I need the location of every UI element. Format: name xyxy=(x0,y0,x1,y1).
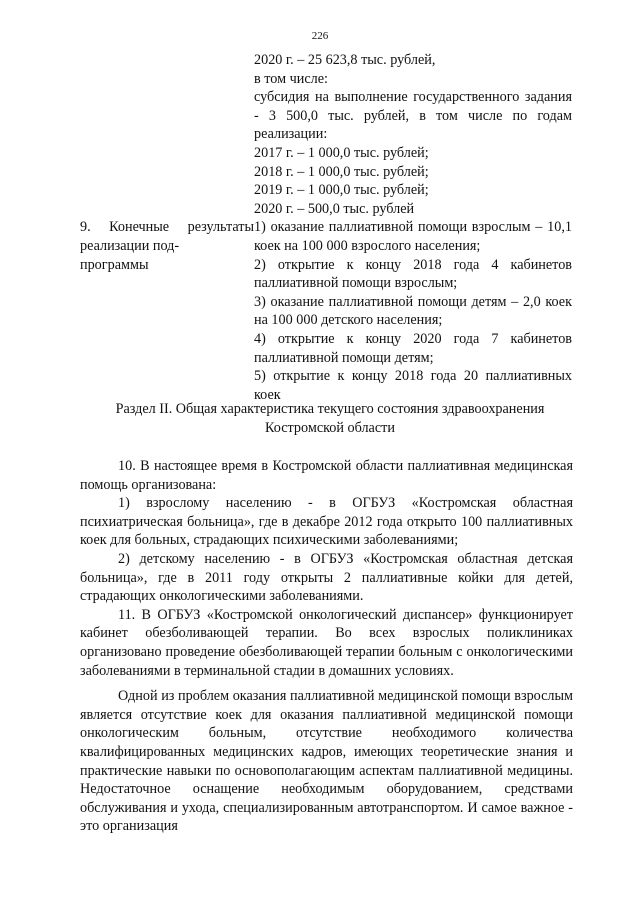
paragraph: 10. В настоящее время в Костромской области паллиативная медицинская помощь организована: xyxy=(80,458,573,493)
results-label-line: программы xyxy=(80,256,149,273)
result-item: 5) открытие к концу 2018 года 20 паллиативных коек xyxy=(254,368,572,403)
funding-line: в том числе: xyxy=(254,70,328,87)
section-title xyxy=(70,400,590,438)
results-label-cell xyxy=(80,218,254,404)
paragraph: Одной из проблем оказания паллиативной медицинской помощи взрослым является отсутствие коек для оказания паллиативной медицинской помощи онкологическим больным, отсутствие необходимого количества квалифицированных медицинских кадров, имеющих теоретические знания и практические навыки по основополагающим аспектам паллиативной медицины. Недостаточное оснащение необходимым оборудованием, средствами обслуживания и ухода, специализированным автотранспортом. И самое важное - это организация xyxy=(80,688,573,835)
funding-line: субсидия на выполнение государственного задания - 3 500,0 тыс. рублей, в том числе по годам реализации: xyxy=(254,89,572,143)
funding-line: 2019 г. – 1 000,0 тыс. рублей; xyxy=(254,182,429,199)
funding-line: 2018 г. – 1 000,0 тыс. рублей; xyxy=(254,163,429,180)
funding-line: 2017 г. – 1 000,0 тыс. рублей; xyxy=(254,144,429,161)
funding-line: 2020 г. – 25 623,8 тыс. рублей, xyxy=(254,52,436,68)
result-item: 4) открытие к концу 2020 года 7 кабинетов паллиативной помощи детям; xyxy=(254,330,572,366)
section-title-line: Раздел II. Общая характеристика текущего состояния здравоохранения xyxy=(115,401,545,417)
paragraph: 11. В ОГБУЗ «Костромской онкологический диспансер» функционирует кабинет обезболивающей терапии. Во всех взрослых поликлиниках организовано проведение обезболивающей терапии больным с онкологическими заболеваниями в терминальной стадии в домашних условиях. xyxy=(80,606,573,679)
funding-line: 2020 г. – 500,0 тыс. рублей xyxy=(254,200,415,217)
passport-table xyxy=(80,51,572,404)
funding-value-cell xyxy=(254,51,572,218)
body-text xyxy=(80,457,573,836)
result-item: 2) открытие к концу 2018 года 4 кабинетов паллиативной помощи взрослым; xyxy=(254,256,572,292)
funding-row xyxy=(80,51,572,218)
paragraph: 2) детскому населению - в ОГБУЗ «Костромская областная детская больница», где в 2011 году открыты 2 паллиативные койки для детей, страдающих онкологическими заболеваниями. xyxy=(80,550,573,605)
results-row xyxy=(80,218,572,404)
result-item: 3) оказание паллиативной помощи детям – 2,0 коек на 100 000 детского населения; xyxy=(254,293,572,329)
results-value-cell xyxy=(254,218,572,404)
funding-label-cell xyxy=(80,51,254,218)
result-item: 1) оказание паллиативной помощи взрослым – 10,1 коек на 100 000 взрослого населения; xyxy=(254,219,572,254)
section-title-line: Костромской области xyxy=(265,420,395,436)
page-number: 226 xyxy=(311,30,329,42)
results-label-line: 9. Конечные результаты реализации под- xyxy=(80,219,254,254)
paragraph: 1) взрослому населению - в ОГБУЗ «Костромская областная психиатрическая больница», где в декабре 2012 года открыто 100 паллиативных коек для больных, страдающих психическими заболеваниями; xyxy=(80,495,573,549)
